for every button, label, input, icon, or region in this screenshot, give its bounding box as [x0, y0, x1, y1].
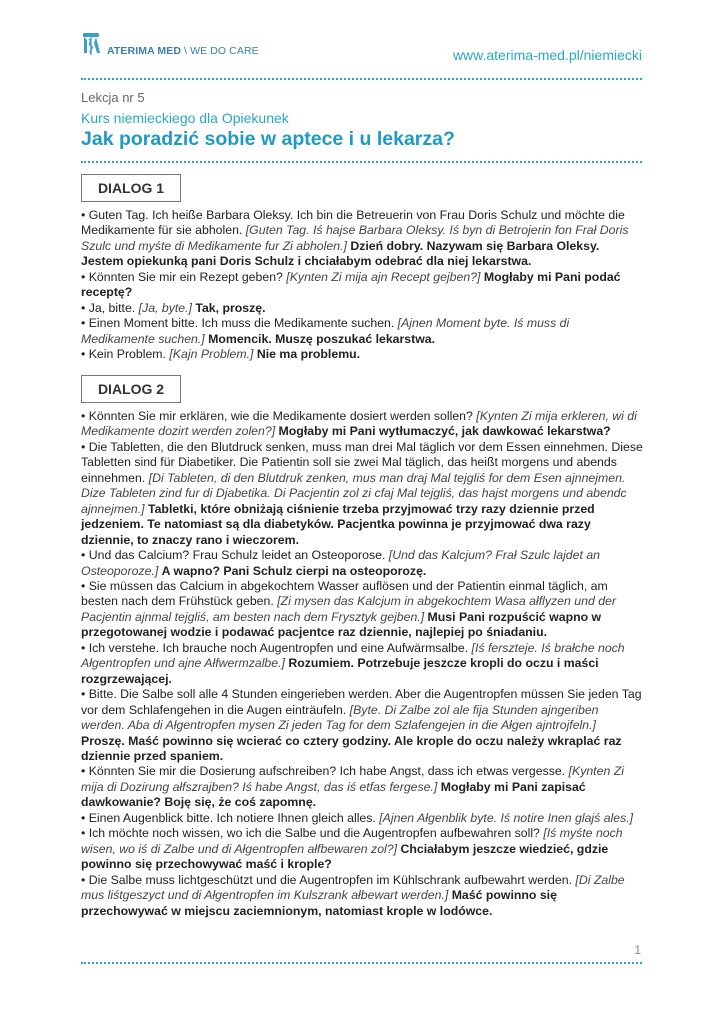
german-text: • Kein Problem.	[81, 347, 170, 362]
dialog-line	[81, 764, 643, 810]
german-text: • Die Tabletten, die den Blutdruck senken, muss man drei Mal täglich vor dem Essen einnehmen. Diese Tabletten sind für Diabetiker. Die Patientin soll sie zwei Mal täglich, das heißt morgens und abends einnehmen.	[81, 439, 643, 485]
phonetic-text: [Kynten Zi mija ajn Recept gejben?]	[286, 269, 481, 284]
phonetic-text: [Guten Tag. Iś hajse Barbara Oleksy. Iś byn di Betrojerin fon Frał Doris Szulc und myśte di Medikamente fur Zi abholen.]	[81, 223, 629, 253]
phonetic-text: [Kynten Zi mija erkleren, wi di Medikamente dozirt werden zolen?]	[81, 409, 637, 439]
phonetic-text: [Kynten Zi mija di Dozirung ałfszrajben? Iś habe Angst, das iś etfas fergese.]	[81, 764, 624, 794]
course-title: Kurs niemieckiego dla Opiekunek	[81, 110, 289, 126]
polish-translation: Nie ma problemu.	[256, 347, 361, 362]
german-text: • Die Salbe muss lichtgeschützt und die Augentropfen im Kühlschrank aufbewahrt werden.	[81, 872, 576, 887]
title-divider	[81, 161, 642, 163]
polish-translation: Tak, proszę.	[195, 300, 266, 315]
dialog-line	[81, 873, 643, 919]
polish-translation: Chciałabym jeszcze wiedzieć, gdzie powinno się przechowywać maść i krople?	[81, 841, 609, 872]
phonetic-text: [Zi mysen das Kalcjum in abgekochtem Wasa ałflyzen und der Pacjentin ajnmal tejgliś, am besten nach dem Frysztyk gejben.]	[81, 594, 616, 624]
german-text: • Und das Calcium? Frau Schulz leidet an Osteoporose.	[81, 548, 389, 563]
dialog-line	[81, 301, 643, 316]
german-text: • Bitte. Die Salbe soll alle 4 Stunden eingerieben werden. Aber die Augentropfen müssen Sie jeden Tag vor dem Schlafengehen in die Augen einträufeln.	[81, 687, 642, 717]
dialog-line	[81, 440, 643, 548]
german-text: • Ja, bitte.	[81, 300, 139, 315]
phonetic-text: [Ajnen Moment byte. Iś muss di Medikamente suchen.]	[81, 316, 570, 346]
brand-logo[interactable]	[81, 31, 259, 57]
dialog-2-heading: DIALOG 2	[81, 375, 181, 403]
polish-translation: Proszę. Maść powinno się wcierać co cztery godziny. Ale krople do oczu należy wkraplać raz dziennie przed spaniem.	[81, 733, 622, 763]
caduceus-logo-icon	[81, 31, 103, 57]
phonetic-text: [Di Tableten, di den Blutdruk zenken, mus man draj Mal tejgliś for dem Esen ajnnejmen. Dize Tableten zind fur di Djabetika. Di Pacjentin zol zi cfaj Mal tejgliś, das hajst morgens und abendc ajnnejmen.]	[81, 470, 627, 516]
phonetic-text: [Ja, byte.]	[138, 300, 192, 315]
german-text: • Könnten Sie mir die Dosierung aufschreiben? Ich habe Angst, dass ich etwas vergesse.	[81, 764, 569, 779]
phonetic-text: [Iś ferszteje. Iś brałche noch Ałgentropfen und ajne Ałfwermzalbe.]	[81, 640, 625, 671]
phonetic-text: [Kajn Problem.]	[169, 347, 254, 362]
polish-translation: Rozumiem. Potrzebuje jeszcze kropli do oczu i maści rozgrzewającej.	[81, 656, 599, 686]
german-text: • Einen Moment bitte. Ich muss die Medikamente suchen.	[81, 316, 398, 331]
lesson-number: Lekcja nr 5	[81, 90, 145, 105]
phonetic-text: [Und das Kalcjum? Frał Szulc lajdet an Osteoporoze.]	[81, 548, 600, 578]
polish-translation: Mogłaby mi Pani wytłumaczyć, jak dawkować lekarstwa?	[278, 424, 611, 439]
polish-translation: Mogłaby mi Pani zapisać dawkowanie? Boję się, że coś zapomnę.	[81, 779, 586, 810]
polish-translation: Musi Pani rozpuścić wapno w przegotowanej wodzie i podawać pacjentce raz dziennie, najlepiej po śniadaniu.	[81, 609, 602, 640]
dialog-line	[81, 641, 643, 687]
dialog-line	[81, 347, 643, 362]
brand-name: ATERIMA MED	[107, 45, 182, 57]
page-title: Jak poradzić sobie w aptece i u lekarza?	[81, 128, 455, 150]
phonetic-text: [Byte. Di Zalbe zol ale fija Stunden ajngeriben werden. Aba di Ałgentropfen mysen Zi jeden Tag for dem Szlafengejen in die Ałgen ajntrojfeln.]	[81, 702, 599, 733]
dialog-line	[81, 687, 643, 764]
page-header	[81, 31, 642, 71]
dialog-line	[81, 270, 643, 301]
dialog-line	[81, 579, 643, 641]
dialog-line	[81, 316, 643, 347]
phonetic-text: [Di Zalbe mus liśtgeszyct und di Ałgentropfen im Kulszrank ałbewart werden.]	[81, 872, 625, 903]
polish-translation: Maść powinno się przechowywać w miejscu zaciemnionym, natomiast krople w lodówce.	[81, 888, 557, 918]
header-divider	[81, 78, 642, 80]
dialog-line	[81, 811, 643, 826]
german-text: • Könnten Sie mir ein Rezept geben?	[81, 269, 287, 284]
german-text: • Könnten Sie mir erklären, wie die Medikamente dosiert werden sollen?	[81, 409, 477, 423]
dialog-line	[81, 826, 643, 872]
german-text: • Ich möchte noch wissen, wo ich die Salbe und die Augentropfen aufbewahren soll?	[81, 826, 544, 841]
brand-separator: \	[181, 45, 191, 57]
dialog-line	[81, 208, 643, 270]
german-text: • Sie müssen das Calcium in abgekochtem Wasser auflösen und der Patientin einmal täglich, am besten nach dem Frühstück geben.	[81, 578, 608, 609]
footer-divider	[81, 962, 642, 964]
german-text: • Ich verstehe. Ich brauche noch Augentropfen und eine Aufwärmsalbe.	[81, 640, 472, 655]
german-text: • Einen Augenblick bitte. Ich notiere Ihnen gleich alles.	[81, 810, 380, 825]
polish-translation: Tabletki, które obniżają ciśnienie trzeba przyjmować trzy razy dziennie przed jedzeniem. Te natomiast są dla diabetyków. Pacjentka powinna je przyjmować dwa razy dziennie, to znaczy rano i wieczorem.	[81, 501, 595, 547]
dialog-1-heading: DIALOG 1	[81, 174, 181, 202]
german-text: • Guten Tag. Ich heiße Barbara Oleksy. Ich bin die Betreuerin von Frau Doris Schulz und möchte die Medikamente für sie abholen.	[81, 208, 625, 238]
dialog-line	[81, 548, 643, 579]
dialog-line	[81, 409, 643, 440]
dialog-1-text	[81, 208, 643, 363]
page-number: 1	[634, 943, 641, 957]
polish-translation: Dzień dobry. Nazywam się Barbara Oleksy. Jestem opiekunką pani Doris Schulz i chciałabym odebrać dla niej lekarstwa.	[81, 238, 600, 269]
website-link[interactable]: www.aterima-med.pl/niemiecki	[452, 47, 642, 63]
polish-translation: A wapno? Pani Schulz cierpi na osteoporozę.	[161, 563, 427, 578]
polish-translation: Momencik. Muszę poszukać lekarstwa.	[208, 331, 436, 346]
phonetic-text: [Iś myśte noch wisen, wo iś di Zalbe und di Ałgentropfen ałfbewaren zol?]	[81, 826, 623, 856]
phonetic-text: [Ajnen Ałgenblik byte. Iś notire Inen glajś ales.]	[379, 810, 634, 825]
brand-tagline: WE DO CARE	[190, 45, 259, 57]
brand-text	[107, 45, 259, 57]
dialog-2-text	[81, 409, 643, 919]
polish-translation: Mogłaby mi Pani podać receptę?	[81, 269, 621, 300]
